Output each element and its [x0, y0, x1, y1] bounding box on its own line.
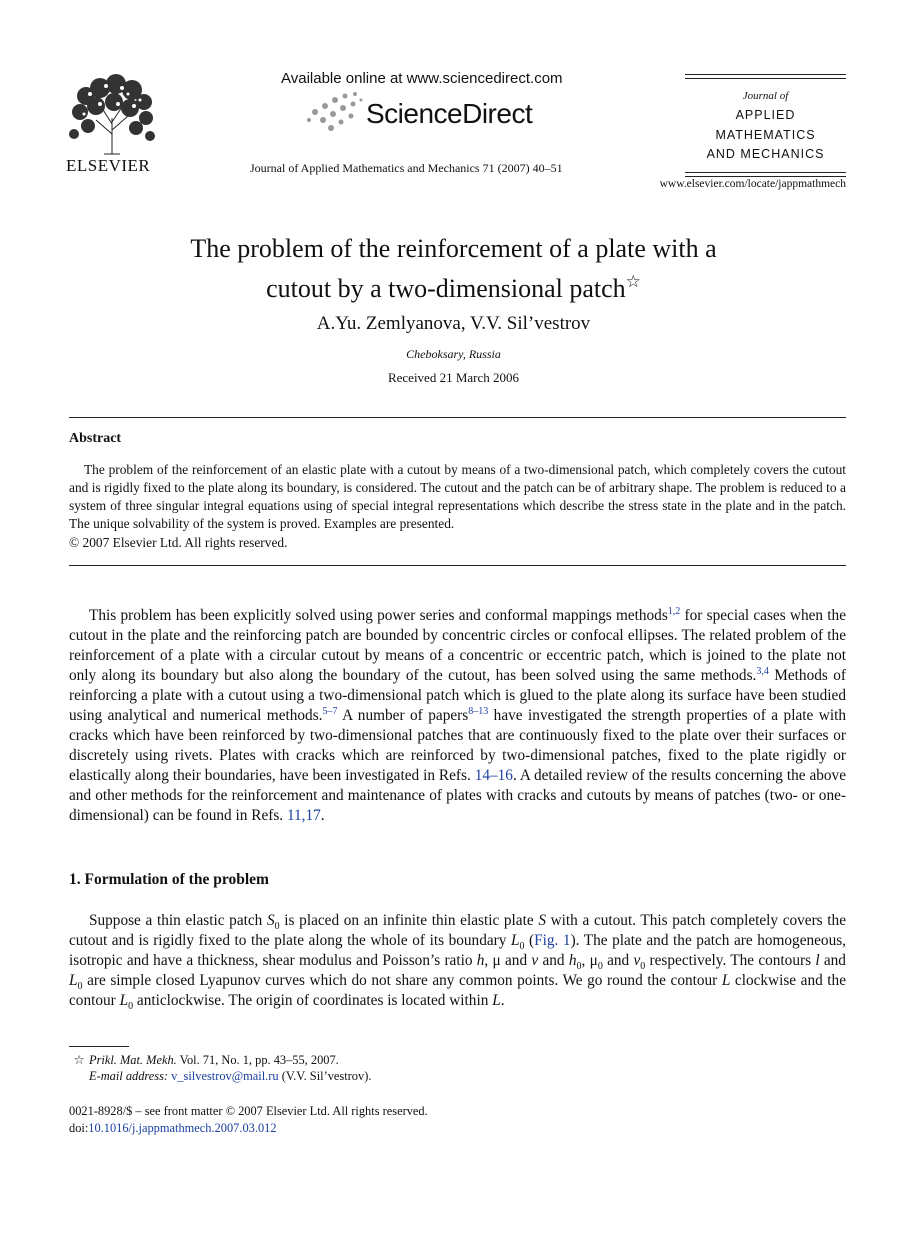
ref-8-13-link[interactable]: 8–13	[468, 705, 489, 717]
footnote-source	[69, 1052, 339, 1068]
received-date: Received 21 March 2006	[387, 370, 520, 385]
intro-text-4: A number of papers	[337, 707, 469, 724]
issn-line: 0021-8928/$ – see front matter © 2007 Elsevier Ltd. All rights reserved.	[69, 1104, 428, 1118]
intro-text-3: Methods of reinforcing a plate with a cutout using a two-dimensional patch which is glued to the plate along its surface have been studied using analytical and numerical methods.	[69, 667, 846, 724]
doi-line	[69, 1121, 277, 1136]
sciencedirect-dots-logo	[305, 92, 365, 132]
section-1-heading: 1. Formulation of the problem	[69, 871, 269, 888]
sym-L: L	[119, 992, 129, 1009]
sym-L: L	[69, 972, 78, 989]
sciencedirect-wordmark: ScienceDirect	[366, 98, 533, 129]
elsevier-tree-logo	[66, 74, 158, 156]
doi-link[interactable]: 10.1016/j.jappmathmech.2007.03.012	[88, 1121, 277, 1135]
journal-rule-top-2	[685, 78, 846, 79]
authors: A.Yu. Zemlyanova, V.V. Sil’vestrov	[316, 313, 591, 334]
intro-text-1: This problem has been explicitly solved using power series and conformal mappings methods	[89, 607, 668, 624]
ref-5-7-link[interactable]: 5–7	[322, 705, 338, 717]
available-online-text: Available online at www.sciencedirect.com	[281, 70, 563, 87]
journal-citation: Journal of Applied Mathematics and Mechanics 71 (2007) 40–51	[250, 161, 563, 175]
sym-S: S	[266, 912, 275, 929]
sym-mu: μ	[492, 952, 501, 969]
doi-label: doi:	[69, 1121, 89, 1135]
ref-11-17-link[interactable]: 11,17	[286, 807, 321, 824]
s1-comma: ,	[484, 952, 493, 969]
s1-text-1: Suppose a thin elastic patch	[89, 912, 267, 929]
intro-text-2: for special cases when the cutout in the plate and the reinforcing patch are bounded by concentric circles or confocal ellipses. The related problem of the reinforcement of a plate with a circular cutout by means of a concentric or eccentric patch, which is joined to the plate not only along its boundary but also along the boundary of the cutout, has been solved using the same methods.	[69, 607, 846, 684]
s1-text-7: clockwise and the contour	[69, 972, 846, 1009]
s1-text-4: ). The plate and the patch are homogeneous, isotropic and have a thickness, shear modulus and Poisson’s ratio	[69, 932, 847, 969]
journal-url[interactable]: www.elsevier.com/locate/jappmathmech	[659, 178, 846, 190]
journal-name-line2: MATHEMATICS	[715, 127, 816, 142]
abstract-copyright: © 2007 Elsevier Ltd. All rights reserved.	[69, 535, 288, 550]
footnote-email	[69, 1069, 371, 1084]
abstract-rule-top	[69, 417, 846, 418]
s1-text-6: are simple closed Lyapunov curves which do not share any common points. We go round the contour	[82, 972, 722, 989]
abstract-heading: Abstract	[69, 431, 122, 446]
title-line1: The problem of the reinforcement of a plate with a	[190, 234, 717, 263]
footnote-rule	[69, 1046, 129, 1047]
sub-0: 0	[274, 921, 280, 933]
sub-0: 0	[576, 961, 582, 973]
s1-and: and	[819, 952, 846, 969]
s1-open-paren: (	[524, 932, 535, 949]
sym-L: L	[510, 932, 520, 949]
sym-mu: μ	[589, 952, 598, 969]
title-line2: cutout by a two-dimensional patch	[266, 274, 626, 303]
journal-name-line1: APPLIED	[735, 108, 796, 122]
intro-paragraph	[69, 606, 846, 826]
sub-0: 0	[597, 961, 603, 973]
s1-text-2: is placed on an infinite thin elastic plate	[279, 912, 539, 929]
s1-comma: ,	[581, 952, 590, 969]
email-owner: (V.V. Sil’vestrov).	[278, 1069, 372, 1083]
journal-rule-bottom-1	[685, 172, 846, 173]
intro-text-7: .	[320, 807, 325, 824]
s1-and: and	[538, 952, 569, 969]
article-title	[60, 232, 847, 305]
s1-and: and	[500, 952, 532, 969]
sym-nu: ν	[633, 952, 641, 969]
intro-text-5: have investigated the strength properties of a plate with cracks which have been reinforced by two-dimensional patches that are continuously fixed to the plate over their surfaces or discretely using rivets. Plates with cracks which are reinforced by two-dimensional patches, fixed to the plate rigidly or elastically along their boundaries, have been investigated in Refs.	[69, 707, 846, 784]
fig-1-link[interactable]: Fig. 1	[534, 932, 571, 949]
title-line2-wrap	[60, 265, 847, 305]
s1-and: and	[602, 952, 634, 969]
journal-of-label: Journal of	[742, 90, 789, 102]
journal-name-line3: AND MECHANICS	[706, 147, 825, 161]
sym-S: S	[538, 912, 546, 929]
journal-rule-bottom-2	[685, 176, 846, 177]
s1-text-8: anticlockwise. The origin of coordinates is located within	[133, 992, 493, 1009]
journal-name	[685, 106, 846, 165]
s1-text-5: respectively. The contours	[645, 952, 816, 969]
author-email-link[interactable]: v_silvestrov@mail.ru	[171, 1069, 279, 1083]
sym-h: h	[568, 952, 577, 969]
sym-L: L	[492, 992, 501, 1009]
section-1-paragraph	[69, 911, 846, 1011]
s1-period: .	[500, 992, 505, 1009]
ref-3-4-link[interactable]: 3,4	[756, 665, 769, 677]
title-footnote-star-icon[interactable]: ☆	[625, 272, 641, 291]
sym-h: h	[476, 952, 485, 969]
sub-0: 0	[128, 1001, 134, 1013]
publisher-name: ELSEVIER	[66, 156, 151, 175]
abstract-text: The problem of the reinforcement of an elastic plate with a cutout by means of a two-dimensional patch, which completely covers the cutout and is rigidly fixed to the plate along its boundary, is considered. The cutout and the patch can be of arbitrary shape. The problem is reduced to a system of three singular integral equations using of special integral representations which describe the stress state in the plate and in the patch. The unique solvability of the system is proved. Examples are presented.	[69, 462, 846, 531]
footnote-journal: Prikl. Mat. Mekh.	[89, 1053, 177, 1067]
sub-0: 0	[519, 941, 525, 953]
journal-rule-top-1	[685, 74, 846, 75]
ref-1-2-link[interactable]: 1,2	[667, 605, 681, 617]
abstract-rule-bottom	[69, 565, 846, 566]
intro-text-6: . A detailed review of the results concerning the above and other methods for the reinforcement and maintenance of plates with cracks and cutouts by means of patches (two- or one-dimensional) can be found in Refs.	[69, 767, 846, 824]
s1-text-3: with a cutout. This patch completely covers the cutout and is rigidly fixed to the plate along the whole of its boundary	[69, 912, 846, 949]
footnote-source-details: Vol. 71, No. 1, pp. 43–55, 2007.	[176, 1053, 339, 1067]
sym-nu: ν	[531, 952, 539, 969]
sym-L: L	[721, 972, 731, 989]
footnote-star-icon: ☆	[73, 1053, 85, 1067]
sym-l: l	[815, 952, 820, 969]
sub-0: 0	[77, 981, 83, 993]
sub-0: 0	[640, 961, 646, 973]
email-label: E-mail address:	[89, 1069, 169, 1083]
ref-14-16-link[interactable]: 14–16	[474, 767, 513, 784]
affiliation: Cheboksary, Russia	[406, 347, 501, 361]
